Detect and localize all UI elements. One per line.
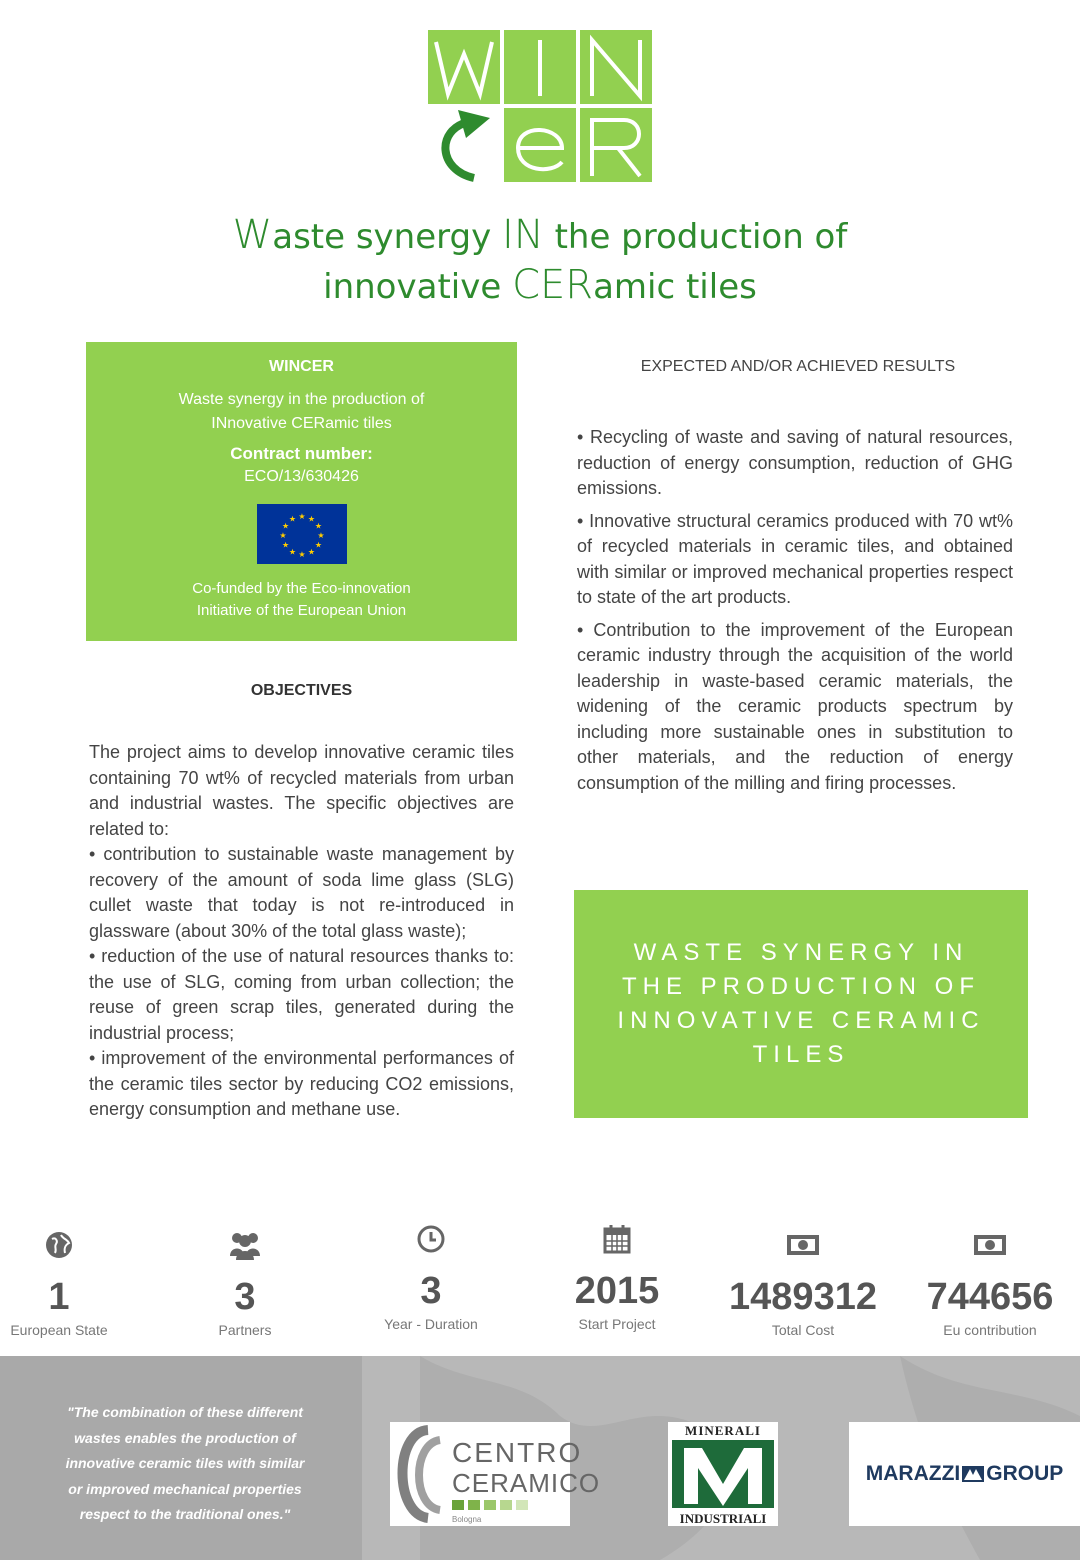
stat-label: Total Cost [771, 1322, 835, 1338]
contract-number: ECO/13/630426 [244, 468, 359, 485]
project-subtitle-line: INnovative CERamic tiles [211, 415, 392, 432]
project-subtitle [86, 388, 517, 436]
stat-label: Year - Duration [384, 1316, 478, 1332]
objectives-text [89, 740, 514, 1123]
stat-label: European State [10, 1322, 108, 1338]
tagline-banner [574, 890, 1028, 1118]
objectives-bullet: • contribution to sustainable waste management by recovery of the amount of soda lime glass (SLG) cullet waste that today is not re-introduced in glassware (about 30% of the total glass waste); [89, 844, 514, 941]
logo-text: GROUP [986, 1462, 1064, 1485]
title-text: innovative [323, 267, 513, 307]
cofunded-line: Initiative of the European Union [196, 602, 407, 619]
logo-text: MINERALI [685, 1423, 761, 1438]
contract-label: Contract number: [230, 444, 373, 463]
centro-ceramico-logo [390, 1422, 601, 1526]
results-bullet: • Recycling of waste and saving of natural resources, reduction of energy consumption, reduction of GHG emissions. [577, 427, 1013, 498]
results-text [577, 425, 1013, 803]
project-name: WINCER [269, 358, 334, 375]
marazzi-group-logo [849, 1422, 1080, 1526]
eu-star-icon: ★ [288, 514, 296, 524]
tagline-text: WASTE SYNERGY IN THE PRODUCTION OF INNOVATIVE CERAMIC TILES [617, 939, 985, 1068]
title-in: IN [502, 212, 544, 258]
stat-label: Eu contribution [943, 1322, 1037, 1338]
stat-value: 3 [234, 1276, 256, 1318]
wincer-logo [428, 30, 652, 182]
stat-value: 1 [48, 1276, 70, 1318]
project-info-box [86, 342, 517, 641]
stat-partners [160, 1228, 330, 1338]
cofunded-line: Co-funded by the Eco-innovation [192, 580, 411, 597]
logo-text: CERAMICO [452, 1468, 601, 1498]
objectives-bullet: • reduction of the use of natural resources thanks to: the use of SLG, coming from urban collection; the reuse of green scrap tiles, generated during the industrial process; [89, 946, 514, 1043]
stat-duration [346, 1222, 516, 1332]
eu-star-icon: ★ [307, 514, 315, 524]
stat-total-cost [718, 1228, 888, 1338]
results-bullet: • Innovative structural ceramics produced with 70 wt% of recycled materials in ceramic tiles, and obtained with similar or improved mechanical properties respect to state of the art products. [577, 510, 1013, 607]
page-title-line2 [180, 260, 900, 312]
calendar-icon [532, 1222, 702, 1256]
eu-star-icon: ★ [314, 540, 322, 550]
eu-star-icon: ★ [316, 531, 325, 540]
globe-icon [0, 1228, 144, 1262]
eu-star-icon: ★ [297, 512, 306, 521]
eu-star-icon: ★ [307, 547, 315, 557]
results-bullet: • Contribution to the improvement of the European ceramic industry through the acquisition of the world leadership in waste-based ceramic materials, the widening of the ceramic products spectrum by including more sustainable ones in substitution to other materials, and the reduction of energy consumption of the milling and firing processes. [577, 619, 1013, 793]
title-text: amic tiles [593, 267, 757, 307]
title-w: W [232, 212, 273, 258]
stat-value: 744656 [926, 1276, 1054, 1318]
eu-star-icon: ★ [288, 547, 296, 557]
objectives-heading: OBJECTIVES [250, 682, 353, 699]
footer-quote: "The combination of these different wastes enables the production of innovative ceramic tiles with similar or improved mechanical properties respect to the traditional ones." [65, 1404, 305, 1522]
page-title-line1 [180, 210, 900, 262]
money-icon [905, 1228, 1075, 1262]
stat-label: Start Project [578, 1316, 656, 1332]
results-heading: EXPECTED AND/OR ACHIEVED RESULTS [640, 358, 956, 375]
stat-value: 3 [420, 1270, 442, 1312]
minerali-industriali-logo [668, 1422, 778, 1526]
title-text: aste synergy [272, 217, 503, 257]
stat-value: 1489312 [729, 1276, 877, 1318]
objectives-bullet: • improvement of the environmental performances of the ceramic tiles sector by reducing CO2 emissions, energy consumption and methane use. [89, 1048, 514, 1119]
eu-star-icon: ★ [281, 521, 289, 531]
eu-flag-icon [257, 504, 347, 564]
stat-start-project [532, 1222, 702, 1332]
eu-star-icon: ★ [278, 531, 287, 540]
project-subtitle-line: Waste synergy in the production of [178, 391, 425, 408]
cofunded-text [86, 578, 517, 622]
users-icon [160, 1228, 330, 1262]
eu-star-icon: ★ [281, 540, 289, 550]
money-icon [718, 1228, 888, 1262]
marazzi-mark-icon [962, 1466, 984, 1482]
title-text: the production of [543, 217, 848, 257]
eu-star-icon: ★ [314, 521, 322, 531]
logo-text: CENTRO [452, 1437, 583, 1468]
title-cer: CER [512, 262, 594, 308]
stat-european-state [0, 1228, 144, 1338]
stat-label: Partners [218, 1322, 272, 1338]
logo-text: MARAZZI [865, 1462, 961, 1485]
eu-star-icon: ★ [297, 550, 306, 559]
objectives-paragraph: The project aims to develop innovative ceramic tiles containing 70 wt% of recycled materials from urban and industrial wastes. The specific objectives are related to: [89, 742, 514, 839]
logo-text: INDUSTRIALI [679, 1511, 767, 1526]
stat-value: 2015 [574, 1270, 660, 1312]
clock-icon [346, 1222, 516, 1256]
stat-eu-contribution [905, 1228, 1075, 1338]
logo-text: Bologna [452, 1515, 482, 1524]
